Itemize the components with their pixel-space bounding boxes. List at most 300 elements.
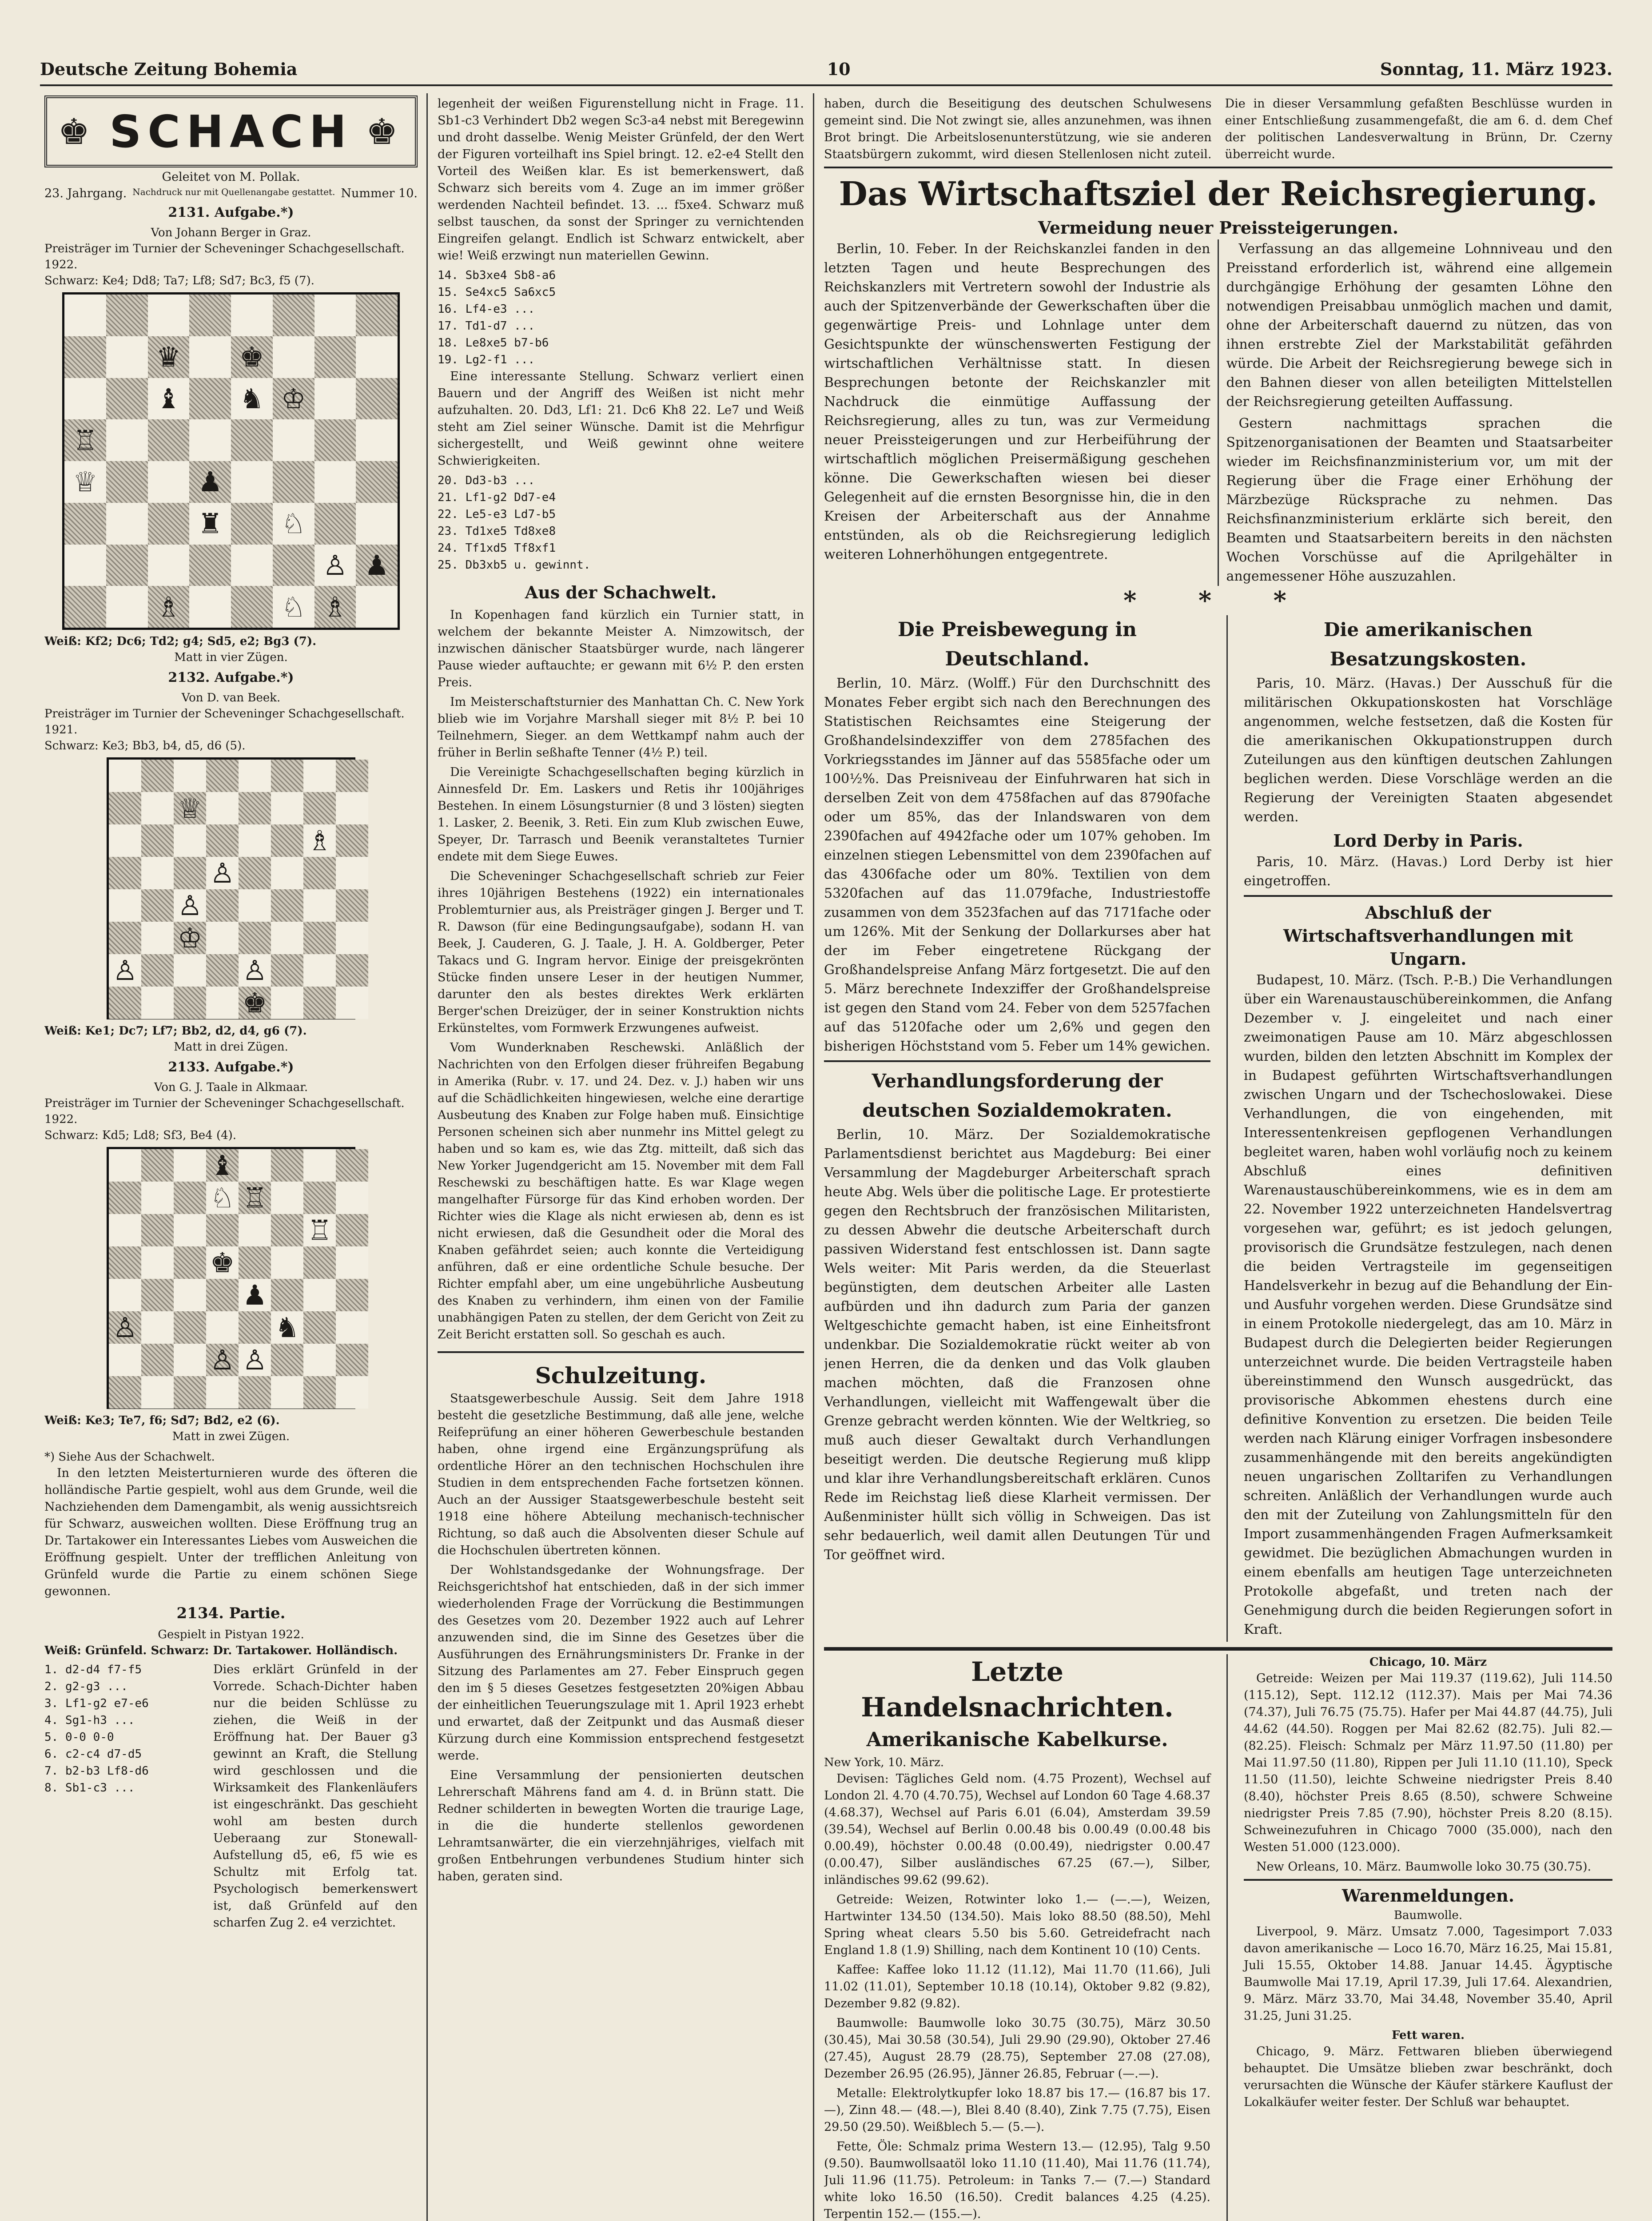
schach-volume: 23. Jahrgang. [44,187,127,200]
kabel-metalle: Metalle: Elektrolytkupfer loko 18.87 bis 17.— (16.87 bis 17.—), Zinn 48.— (48.—), Blei 8.40 (8.40), Zink 7.75 (7.75), Eisen 29.50 (29.50). Weißblech 5.— (5.—). [824,2086,1210,2134]
chess-move: 3. Lf1-g2 e7-e6 [44,1696,149,1710]
board-square [231,461,273,503]
chess-piece-icon: ♙ [322,549,348,581]
chess-move: 7. b2-b3 Lf8-d6 [44,1764,149,1778]
board-square [303,1149,336,1182]
chess-move: 2. g2-g3 ... [44,1680,128,1693]
board-square [174,1246,206,1279]
board-square [314,545,356,586]
right-news [1244,615,1612,1642]
kabel-getreide: Getreide: Weizen, Rotwinter loko 1.— (—.—), Weizen, Hartwinter 134.50 (134.50). Mais loko 88.50 (88.50), Mehl Spring wheat clears 5.50 bis 5.60. Getreidefracht nach England 1.8 (1.9) Shilling, nach dem Kontinent 10 (10) Cents. [824,1893,1210,1957]
game-players: Weiß: Grünfeld. Schwarz: Dr. Tartakower. Holländisch. [44,1644,398,1657]
game-annotation-2: Eine interessante Stellung. Schwarz verliert einen Bauern und der Angriff des Weißen ist nicht mehr aufzuhalten. 20. Dd3, Lf1: 21. Dc6 Kh8 22. Le7 und Weiß steht am Ziel seiner Wünsche. Damit ist die Mehrfigur sichergestellt, und Weiß gewinnt ohne weitere Schwierigkeiten. [438,370,804,468]
board-square [336,792,368,824]
board-square [239,987,271,1019]
column-rule [426,93,428,2221]
board-square [273,461,314,503]
chess-piece-icon: ♕ [73,466,98,498]
schachwelt-text: Die Scheveninger Schachgesellschaft schrieb zur Feier ihres 10jährigen Bestehens (1922) ein internationales Problemturnier aus, als Preisträger gingen J. Berger und T. R. Dawson (für eine Bedingungsaufgabe), sodann H. van Beek, J. Cauderen, G. J. Taale, J. H. A. Goldberger, Peter Takacs und G. Ingram hervor. Einige der preisgekrönten Stücke finden unsere Leser in der heutigen Nummer, darunter den als bestes direktes Werk erklärten Berger'schen Dreizüger, der in seiner Konstruktion nichts Erkünsteltes, vom Formwerk Erzwungenes aufweist. [438,869,804,1035]
kabel-place: New York, 10. März. [824,1756,944,1769]
problem-goal: Matt in vier Zügen. [174,651,288,664]
chess-move: 5. 0-0 0-0 [44,1730,114,1744]
wirtschaft-text: Berlin, 10. Feber. In der Reichskanzlei fanden in den letzten Tagen und heute Besprechungen des Reichskanzlers mit Vertretern sowohl der Industrie als auch der Spitzenverbände der Gewerkschaften über die gegenwärtige Preis- und Lohnlage unter dem Gesichtspunkte der wünschenswerten Festigung der wirtschaftlichen Verhältnisse statt. In diesen Besprechungen betonte der Reichskanzler mit Nachdruck die einmütige Auffassung der Reichsregierung, alles zu tun, was zur Vermeidung neuer Preissteigerungen und zur Herbeiführung der wirtschaftlich möglichen Preisermäßigung geschehen könne. Die Gewerkschaften wiesen bei dieser Gelegenheit auf die ernsten Besorgnisse hin, die in den Kreisen der Arbeiterschaft aus der Annahme entstünden, als ob die Reichsregierung lediglich weiteren Lohnerhöhungen entgegentrete. [824,241,1210,562]
board-square [64,503,106,545]
ungarn-title: Abschluß der Wirtschaftsverhandlungen mit Ungarn. [1283,903,1573,969]
board-square [148,419,190,461]
chess-piece-icon: ♛ [156,341,181,374]
board-square [239,1214,271,1246]
board-square [271,1311,303,1344]
board-square [109,1214,141,1246]
board-square [109,824,141,857]
board-square [141,1214,174,1246]
chess-piece-icon: ♖ [307,1214,332,1246]
board-square [141,1344,174,1376]
orleans-text: New Orleans, 10. März. Baumwolle loko 30.75 (30.75). [1256,1860,1592,1874]
board-square [273,586,314,628]
board-square [231,295,273,336]
board-square [271,1149,303,1182]
problem-black: Schwarz: Ke3; Bb3, b4, d5, d6 (5). [44,739,246,752]
chess-board [62,292,400,630]
chess-piece-icon: ♙ [177,889,203,922]
board-square [356,419,398,461]
board-square [271,987,303,1019]
problem-white: Weiß: Kf2; Dc6; Td2; g4; Sd5, e2; Bg3 (7). [44,635,317,648]
kabel-devisen: Devisen: Tägliches Geld nom. (4.75 Prozent), Wechsel auf London 2l. 4.70 (4.70.75), Wechsel auf London 60 Tage 4.68.37 (4.68.37), Wechsel auf Paris 6.01 (6.04), Amsterdam 39.59 (39.54), Wechsel auf Berlin 0.00.48 bis 0.00.49 (0.00.48 bis 0.00.49), höchster 0.00.48 (0.00.49), niedrigster 0.00.47 (0.00.47), Silber ausländisches 67.25 (67.—), Silber, inländisches 99.62 (99.62). [824,1772,1210,1887]
board-square [239,954,271,987]
board-square [189,461,231,503]
board-square [271,760,303,792]
board-square [141,1149,174,1182]
chess-piece-icon: ♚ [210,1246,235,1279]
board-square [231,586,273,628]
board-square [239,1149,271,1182]
wirtschaft-subtitle: Vermeidung neuer Preissteigerungen. [1038,218,1399,238]
board-square [109,987,141,1019]
chess-piece-icon: ♚ [242,987,267,1019]
board-square [271,857,303,889]
chess-move: 6. c2-c4 d7-d5 [44,1747,142,1761]
chicago-news [1244,1654,1612,2221]
problems-list [44,205,418,1445]
board-square [273,295,314,336]
board-square [271,1344,303,1376]
problem-title: 2133. Aufgabe.*) [168,1059,294,1075]
chess-move: 24. Tf1xd5 Tf8xf1 [438,541,556,555]
schulzeitung-text: Staatsgewerbeschule Aussig. Seit dem Jahre 1918 besteht die gesetzliche Bestimmung, daß alle jene, welche Reifeprüfung an einer höheren Gewerbeschule bestanden haben, ohne irgend eine Ergänzungsprüfung als ordentliche Hörer an den technischen Hochschulen ihre Studien in dem entsprechenden Fache fortsetzen können. Auch an der Aussiger Staatsgewerbeschule besteht seit 1918 eine höhere Abteilung mechanisch-technischer Richtung, so daß auch die Absolventen dieser Schule auf die Hochschulen übertreten können. [438,1392,804,1557]
chess-move: 4. Sg1-h3 ... [44,1713,135,1727]
schulzeitung-text: Der Wohlstandsgedanke der Wohnungsfrage. Der Reichsgerichtshof hat entschieden, daß in der sich immer wiederholenden Frage der Vorrückung die Bestimmungen des Gesetzes vom 20. Dezember 1922 auch auf Lehrer anzuwenden sind, die im Sinne des Gesetzes über die Ausführungen des Ernährungsministers Dr. Franke in der Sitzung des Parlamentes am 27. Feber Einspruch gegen den im § 5 dieses Gesetzes festgesetzten 20%igen Abbau der einheitlichen Teuerungszulage mit 1. April 1923 erhebt und erwartet, daß der Zeitpunkt und das Ausmaß dieser Kürzung durch eine Kommission entsprechend festgesetzt werde. [438,1563,804,1763]
board-square [303,987,336,1019]
game-place: Gespielt in Pistyan 1922. [158,1628,304,1641]
board-square [336,1149,368,1182]
board-square [189,545,231,586]
board-square [271,1246,303,1279]
board-square [336,889,368,922]
board-square [109,1376,141,1409]
board-square [106,461,148,503]
board-square [148,503,190,545]
board-square [141,857,174,889]
chess-piece-icon: ♙ [112,954,138,987]
board-square [273,545,314,586]
board-square [174,889,206,922]
board-square [271,889,303,922]
board-square [206,889,239,922]
game-intro: In den letzten Meisterturnieren wurde des öfteren die holländische Partie gespielt, wohl aus dem Grunde, weil die Nachziehenden dem Damengambit, als wenig aussichtsreich für Schwarz, ausweichen wollten. Diese Eröffnung trug an Dr. Tartakower ein Interessantes Liebes vom Ausweichen die Eröffnung gespielt. Unter der trefflichen Anleitung von Grünfeld wurde die Partie zu einem schönen Siege gewonnen. [44,1466,418,1598]
board-square [336,922,368,954]
schach-editor: Geleitet von M. Pollak. [162,170,300,184]
board-square [189,586,231,628]
schach-continued-column [438,96,804,2221]
board-square [303,1376,336,1409]
board-square [148,545,190,586]
board-square [106,419,148,461]
board-square [174,954,206,987]
waren-title: Warenmeldungen. [1342,1886,1515,1906]
board-square [141,954,174,987]
board-square [148,586,190,628]
board-square [303,922,336,954]
board-square [356,461,398,503]
chess-move: 8. Sb1-c3 ... [44,1781,135,1795]
board-square [239,792,271,824]
section-stars: * * * [1123,586,1313,615]
board-square [314,461,356,503]
board-square [356,295,398,336]
board-square [109,1344,141,1376]
board-square [106,503,148,545]
board-square [356,503,398,545]
board-square [336,1246,368,1279]
board-square [273,336,314,378]
schach-column [44,96,418,2221]
board-square [189,378,231,420]
game-title: 2134. Partie. [176,1604,286,1622]
board-square [303,1246,336,1279]
board-square [336,1376,368,1409]
board-square [174,1376,206,1409]
board-square [239,1376,271,1409]
board-square [206,1344,239,1376]
board-square [106,545,148,586]
board-square [239,1279,271,1311]
board-square [109,1246,141,1279]
board-square [64,295,106,336]
board-square [109,1311,141,1344]
board-square [239,1182,271,1214]
chess-board [107,1147,355,1409]
chess-piece-icon: ♟ [198,466,223,498]
board-square [273,419,314,461]
kabel-fette: Fette, Öle: Schmalz prima Western 13.— (12.95), Talg 9.50 (9.50). Baumwollsaatöl loko 11.10 (11.40), Mai 11.76 (11.74), Juli 11.96 (11.75). Petroleum: in Tanks 7.— (7.—) Standard white loko 16.50 (16.50). Credit balances 4.25 (4.25). Terpentin 152.— (155.—). [824,2140,1210,2221]
board-square [239,1246,271,1279]
board-square [174,1182,206,1214]
board-square [141,922,174,954]
board-square [336,1214,368,1246]
schachwelt-text: Im Meisterschaftsturnier des Manhattan Ch. C. New York blieb wie im Vorjahre Marshall sieger mit 8½ P. bei 10 Teilnehmern, Sieger. an dem Wettkampf nahm auch der früher in Berlin seßhafte Tenner (4½ P.) teil. [438,695,804,760]
board-square [148,378,190,420]
wirtschaft-text: Verfassung an das allgemeine Lohnniveau und den Preisstand erforderlich ist, während eine allgemein durchgängige Erhöhung der gesamten Löhne den notwendigen Preisabbau unmöglich machen und damit, ohne der Arbeiterschaft dauernd zu nützen, das von ihnen erstrebte Ziel der Markstabilität gefährden würde. Die Arbeit der Reichsregierung bewege sich in den Bahnen dieser von allen beteiligten Mittelstellen der Reichsregierung geteilten Auffassung. [1226,241,1612,410]
board-square [303,1279,336,1311]
board-square [109,760,141,792]
board-square [206,1149,239,1182]
chess-king-icon: ♚ [366,111,404,152]
board-square [189,503,231,545]
board-square [336,987,368,1019]
board-square [106,378,148,420]
board-square [64,419,106,461]
problem-author: Von D. van Beek. [181,691,281,705]
page-number: 10 [827,59,851,79]
chess-move: 23. Td1xe5 Td8xe8 [438,525,556,538]
board-square [239,1344,271,1376]
board-square [174,1344,206,1376]
fettwaren-text: Chicago, 9. März. Fettwaren blieben überwiegend behauptet. Die Umsätze blieben zwar beschränkt, doch verursachten die Wünsche der Käufer stärkere Kauflust der Lokalkäufer weiter fester. Der Schluß war behauptet. [1244,2045,1612,2109]
board-square [314,586,356,628]
chess-piece-icon: ♗ [322,590,348,623]
chess-piece-icon: ♘ [281,507,306,540]
chess-piece-icon: ♙ [210,857,235,889]
board-square [189,336,231,378]
chess-piece-icon: ♝ [210,1149,235,1182]
problem-goal: Matt in drei Zügen. [174,1040,288,1054]
board-square [109,857,141,889]
board-square [314,336,356,378]
chess-piece-icon: ♔ [281,382,306,415]
schachwelt-text: Vom Wunderknaben Reschewski. Anläßlich der Nachrichten von den Erfolgen dieser frühreifen Begabung in Amerika (Rubr. v. 17. und 24. Dez. v. J.) haben wir uns auf die Schädlichkeiten hingewiesen, welche eine derartige Ausbeutung des Knaben zur Folge haben muß. Einsichtige Personen scheinen sich aber nunmehr ins Mittel gelegt zu haben und so kam es, wie das Ztg. mitteilt, daß sich das New Yorker Jugendgericht am 15. November mit dem Fall Reschewski zu beschäftigen hatte. Es war Klage wegen mangelhafter Fürsorge für das Kind erhoben worden. Der Richter wies die Klage als nicht erwiesen ab, denn es ist nicht erwiesen, daß die Gesundheit oder die Moral des Knaben gefährdet seien; auch konnte die Verteidigung anführen, daß er eine ordentliche Schule besuche. Der Richter empfahl aber, um eine ungebührliche Ausbeutung des Knaben zu verhindern, ihm einen von der Familie unabhängigen Paten zu stellen, der dem Gericht von Zeit zu Zeit Bericht erstatten soll. So geschah es auch. [438,1041,804,1341]
board-square [106,336,148,378]
chess-king-icon: ♚ [58,111,96,152]
kabel-kaffee: Kaffee: Kaffee loko 11.12 (11.12), Mai 11.70 (11.66), Juli 11.02 (11.01), September 10.18 (10.14), Oktober 9.82 (9.82), Dezember 9.82 (9.82). [824,1963,1210,2010]
board-square [271,824,303,857]
board-square [356,336,398,378]
chess-move: 16. Lf4-e3 ... [438,303,535,316]
problem-title: 2132. Aufgabe.*) [168,670,294,685]
schulzeitung-title: Schulzeitung. [535,1362,707,1389]
schach-logo [44,96,418,167]
board-square [336,1311,368,1344]
page-header [40,53,1612,86]
board-square [356,545,398,586]
board-square [141,1311,174,1344]
chess-piece-icon: ♜ [198,507,223,540]
chess-move: 15. Se4xc5 Sa6xc5 [438,286,556,299]
board-square [271,954,303,987]
board-square [206,824,239,857]
board-square [141,824,174,857]
board-square [189,419,231,461]
chess-piece-icon: ♚ [239,341,264,374]
board-square [303,824,336,857]
preisbewegung-title: Die Preisbewegung in Deutschland. [897,618,1137,670]
board-square [206,922,239,954]
board-square [273,503,314,545]
board-square [231,336,273,378]
sozial-text: Berlin, 10. März. Der Sozialdemokratische Parlamentsdienst berichtet aus Magdeburg: Bei einer Versammlung der Magdeburger Arbeiterschaft sprach heute Abg. Wels über die politische Lage. Er protestierte gegen den Rechtsbruch der französischen Militaristen, zu dessen Abwehr die deutsche Arbeiterschaft durch passiven Widerstand fest entschlossen ist. Dann sagte Wels weiter: Mit Paris werden, da die Steuerlast begünstigten, dem deutschen Arbeiter alle Lasten aufbürden und ihn dadurch zum Paria der ganzen Weltgeschichte gemacht haben, ist eine Einheitsfront undenkbar. Die Sozialdemokratie rückt weiter ab von jenen Herren, die da denken und das Volk glauben machen möchten, daß die Franzosen ohne Verhandlungen, vielleicht mit Waffengewalt über die Grenze gebracht werden könnten. Wie der Weltkrieg, so muß auch dieser Gewaltakt durch Verhandlungen beseitigt werden. Die deutsche Regierung muß klipp und klar ihre Verhandlungsbereitschaft erklären. Cunos Rede im Reichstag ließ diese Klarheit vermissen. Der Außenminister hüllt sich völlig in Schweigen. Das ist sehr bedauerlich, weil damit allen Deutungen Tür und Tor geöffnet wird. [824,1127,1210,1563]
problem-prize: Preisträger im Turnier der Scheveninger Schachgesellschaft. 1922. [44,242,405,271]
board-square [336,1279,368,1311]
board-square [336,1182,368,1214]
chess-piece-icon: ♗ [156,590,181,623]
board-square [174,760,206,792]
board-square [106,295,148,336]
board-square [109,922,141,954]
chess-piece-icon: ♟ [242,1278,267,1311]
board-square [64,586,106,628]
sozial-title: Verhandlungsforderung der deutschen Sozialdemokraten. [862,1070,1172,1121]
board-square [174,1279,206,1311]
board-square [356,378,398,420]
board-square [303,1344,336,1376]
board-square [336,954,368,987]
chess-board [107,757,355,1019]
board-square [109,1279,141,1311]
board-square [109,954,141,987]
board-square [271,1214,303,1246]
board-square [231,503,273,545]
game-moves-final [438,472,804,573]
problem-goal: Matt in zwei Zügen. [172,1429,290,1443]
board-square [303,1182,336,1214]
board-square [174,1149,206,1182]
left-news [824,615,1210,1642]
chess-piece-icon: ♗ [307,824,332,857]
board-square [141,1182,174,1214]
board-square [148,336,190,378]
board-square [64,378,106,420]
chess-move: 1. d2-d4 f7-f5 [44,1663,142,1676]
board-square [206,1182,239,1214]
board-square [314,378,356,420]
chess-move: 14. Sb3xe4 Sb8-a6 [438,269,556,282]
problem-prize: Preisträger im Turnier der Scheveninger Schachgesellschaft. 1922. [44,1096,405,1126]
chess-piece-icon: ♔ [177,922,203,954]
column-rule [813,93,814,2221]
derby-title: Lord Derby in Paris. [1333,831,1523,851]
board-square [271,1376,303,1409]
board-square [174,857,206,889]
board-square [141,792,174,824]
derby-text: Paris, 10. März. (Havas.) Lord Derby ist hier eingetroffen. [1244,854,1612,889]
board-square [106,586,148,628]
board-square [271,1279,303,1311]
wirtschaft-title: Das Wirtschaftsziel der Reichsregierung. [839,175,1598,213]
board-square [174,987,206,1019]
board-square [239,922,271,954]
board-square [231,545,273,586]
chess-piece-icon: ♖ [242,1181,267,1214]
board-square [206,1376,239,1409]
board-square [239,760,271,792]
handel-news [824,1654,1210,2221]
board-square [271,792,303,824]
board-square [141,889,174,922]
chess-problem [44,205,418,665]
schachwelt-text: In Kopenhagen fand kürzlich ein Turnier statt, in welchem der bekannte Meister A. Nimzowitsch, der inzwischen dänischer Staatsbürger wurde, nach längerer Pause wieder auftauchte; er gewann mit 6½ P. den ersten Preis. [438,608,804,689]
chess-piece-icon: ♙ [210,1343,235,1376]
chess-move: 25. Db3xb5 u. gewinnt. [438,558,591,572]
board-square [239,824,271,857]
chess-move: 17. Td1-d7 ... [438,319,535,333]
game-moves-continued [438,267,804,368]
chess-piece-icon: ♙ [242,1343,267,1376]
chess-move: 21. Lf1-g2 Dd7-e4 [438,491,556,504]
board-square [239,1311,271,1344]
board-square [141,760,174,792]
board-square [206,857,239,889]
waren-sub: Baumwolle. [1393,1909,1463,1922]
chess-piece-icon: ♘ [210,1181,235,1214]
board-square [174,1311,206,1344]
chess-problem [44,670,418,1055]
board-square [239,857,271,889]
board-square [356,586,398,628]
chess-move: 18. Le8xe5 b7-b6 [438,336,549,350]
chess-piece-icon: ♞ [275,1311,300,1344]
chess-problem [44,1059,418,1445]
board-square [239,889,271,922]
problem-prize: Preisträger im Turnier der Scheveninger Schachgesellschaft. 1921. [44,707,405,736]
footnote: *) Siehe Aus der Schachwelt. [44,1450,215,1464]
board-square [148,295,190,336]
problem-title: 2131. Aufgabe.*) [168,205,294,220]
game-notes: Dies erklärt Grünfeld in der Vorrede. Schach-Dichter haben nur die beiden Schlüsse zu ziehen, die Weiß in der Eröffnung hat. Der Bauer g3 gewinnt an Kraft, die Stellung wird geschlossen und die Wirksamkeit des Flankenläufers ist eingeschränkt. Das geschieht wohl am besten durch Ueberaang zur Stonewall-Aufstellung d5, e6, f5 wie es Schultz mit Erfolg tat. Psychologisch bemerkenswert ist, daß Grünfeld auf den scharfen Zug 2. e4 verzichtet. [213,1662,418,1930]
board-square [189,295,231,336]
besatzung-text: Paris, 10. März. (Havas.) Der Ausschuß für die militärischen Okkupationskosten hat Vorschläge angenommen, welche festsetzen, daß die Kosten für die amerikanischen Okkupationstruppen durch Zuteilungen aus den künftigen deutschen Zahlungen beglichen werden. Diese Vorschläge werden an die Regierung der Vereinigten Staaten abgesendet werden. [1244,676,1612,825]
board-square [141,1279,174,1311]
waren-text: Liverpool, 9. März. Umsatz 7.000, Tagesimport 7.033 davon amerikanische — Loco 16.70, März 16.25, Mai 15.81, Juli 15.55, Oktober 14.88. Januar 14.45. Ägyptische Baumwolle Mai 17.19, April 17.39, Juli 17.64. Alexandrien, 9. März. März 33.70, Mai 34.48, November 35.40, April 31.25, Juni 31.25. [1244,1925,1612,2023]
board-square [271,1182,303,1214]
schule-continued: haben, durch die Beseitigung des deutschen Schulwesens gemeint sind. Die Not zwingt sie, alles anzunehmen, was ihnen Brot bringt. Die Arbeitslosenunterstützung, wie sie anderen Staatsbürgern zukommt, wird diesen Stellenlosen nicht zuteil. Die in dieser Versammlung gefaßten Beschlüsse wurden in einer Entschließung zusammengefaßt, die am 6. d. dem Chef der politischen Landesverwaltung in Brünn, Dr. Czerny überreicht wurde. [824,97,1612,161]
problem-white: Weiß: Ke1; Dc7; Lf7; Bb2, d2, d4, g6 (7). [44,1024,307,1038]
game-annotation: legenheit der weißen Figurenstellung nicht in Frage. 11. Sb1-c3 Verhindert Db2 wegen Sc3-a4 nebst mit Beregewinn und droht dasselbe. Wenig Meister Grünfeld, der den Wert der Figuren vorteilhaft ins Spiel bringt. 12. e2-e4 Stellt den Vorteil des Weißen klar. Es ist bemerkenswert, daß Schwarz sich bereits vom 4. Zuge an im immer größer werdenden Nachteil befindet. 13. ... f5xe4. Schwarz muß selbst tauschen, da sonst der Springer zu vernichtenden Eingreifen gelangt. Endlich ist Schwarz entwickelt, aber wie! Weiß erzwingt nun materiellen Gewinn. [438,97,804,263]
board-square [303,1214,336,1246]
board-square [314,419,356,461]
fettwaren-title: Fett waren. [1391,2029,1465,2042]
board-square [148,461,190,503]
chess-piece-icon: ♙ [242,954,267,987]
board-square [174,824,206,857]
board-square [273,378,314,420]
board-square [303,760,336,792]
schachwelt-text: Die Vereinigte Schachgesellschaften beging kürzlich in Ainnesfeld Dr. Em. Laskers und Retis ihr 100jähriges Bestehen. In einem Lösungsturnier (8 und 3 lösten) siegten 1. Lasker, 2. Beenik, 3. Reti. Ein zum Klub zwischen Euwe, Speyer, Dr. Tarrasch und Beenik veranstaltetes Turnier endete mit dem Siege Euwes. [438,765,804,864]
board-square [336,760,368,792]
chess-piece-icon: ♖ [73,424,98,457]
schachwelt-title: Aus der Schachwelt. [525,582,717,602]
chicago-title: Chicago, 10. März [1369,1656,1487,1669]
board-square [206,760,239,792]
chess-move: 19. Lg2-f1 ... [438,353,535,366]
board-square [303,857,336,889]
board-square [206,987,239,1019]
board-square [206,1246,239,1279]
newspaper-name: Deutsche Zeitung Bohemia [40,59,298,79]
game-moves [44,1661,204,1934]
chess-piece-icon: ♝ [156,382,181,415]
board-square [109,1149,141,1182]
chicago-text: Getreide: Weizen per Mai 119.37 (119.62), Juli 114.50 (115.12), Sept. 112.12 (112.37). Mais per Mai 74.36 (74.37), Juli 76.75 (75.75). Hafer per Mai 44.87 (44.75), Juli 44.62 (44.50). Roggen per Mai 82.62 (82.75). Juli 82.— (82.25). Fleisch: Schmalz per März 11.97.50 (11.80) per Mai 11.97.50 (11.80), Rippen per Juli 11.10 (11.10), Speck 11.50 (11.50), leichte Schweine niedrigster Preis 8.40 (8.40), höchster Preis 8.65 (8.50), schwere Schweine niedrigster Preis 7.85 (7.90), höchster Preis 8.20 (8.15). Schweinezufuhren in Chicago 7000 (35.000), nach den Westen 51.000 (123.000). [1244,1672,1612,1854]
board-square [64,461,106,503]
board-square [303,889,336,922]
problem-black: Schwarz: Ke4; Dd8; Ta7; Lf8; Sd7; Bc3, f5 (7). [44,274,314,287]
board-square [336,824,368,857]
schach-note: Nachdruck nur mit Quellenangabe gestattet. [132,187,335,197]
board-square [109,1182,141,1214]
schach-title: SCHACH [109,105,353,158]
problem-author: Von Johann Berger in Graz. [151,226,311,239]
